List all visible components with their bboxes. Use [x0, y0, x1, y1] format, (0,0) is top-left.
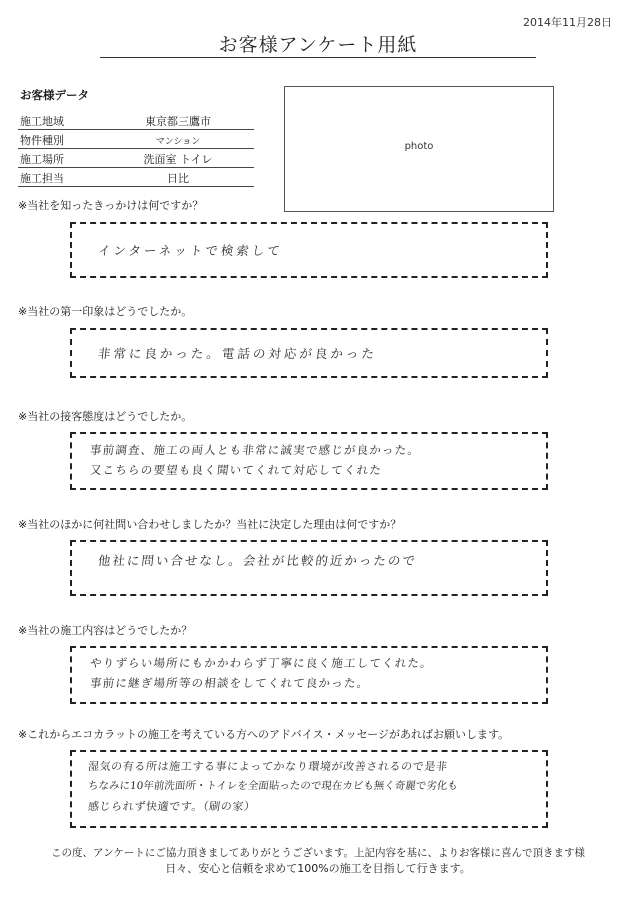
question-1: ※当社を知ったきっかけは何ですか？ [18, 199, 204, 212]
answer-box-1 [70, 222, 548, 278]
info-value: マンション [155, 137, 201, 147]
footer-line-1: この度、アンケートにご協力頂きましてありがとうございます。上記内容を基に、よりお客様に喜んで頂きます様 [50, 847, 586, 859]
answer-1-line-1: インターネットで検索して [97, 243, 284, 258]
footer-line-2: 日々、安心と信頼を求めて100%の施工を目指して行きます。 [165, 862, 471, 875]
footer-message [0, 846, 636, 876]
answer-box-5 [70, 646, 548, 704]
answer-2-line-1: 非常に良かった。電話の対応が良かった [97, 346, 378, 361]
answer-box-4 [70, 540, 548, 596]
answer-box-6 [70, 750, 548, 828]
photo-placeholder [284, 86, 554, 212]
answer-box-2 [70, 328, 548, 378]
photo-label: photo [404, 141, 434, 152]
info-label: 物件種別 [20, 134, 64, 147]
question-3: ※当社の接客態度はどうでしたか。 [18, 410, 193, 423]
info-value: 東京都三鷹市 [145, 115, 211, 128]
info-value: 洗面室 トイレ [143, 153, 213, 166]
info-label: 施工地域 [20, 115, 64, 128]
answer-5-line-1: やりずらい場所にもかかわらず丁寧に良く施工してくれた。 [89, 656, 434, 670]
answer-6-line-2: ちなみに10年前洗面所・トイレを全面貼ったので現在カビも無く奇麗で劣化も [87, 780, 459, 792]
question-2: ※当社の第一印象はどうでしたか。 [18, 305, 193, 318]
answer-6-line-3: 感じられず快適です。（刷の家） [87, 800, 257, 813]
info-label: 施工場所 [20, 153, 64, 166]
title-underline [100, 57, 536, 58]
customer-data-heading: お客様データ [20, 88, 89, 102]
info-row-area [18, 112, 254, 130]
info-label: 施工担当 [20, 172, 64, 185]
question-5: ※当社の施工内容はどうでしたか？ [18, 624, 193, 637]
info-row-location [18, 150, 254, 168]
answer-6-line-1: 湿気の有る所は施工する事によってかなり環境が改善されるので是非 [87, 760, 449, 773]
survey-date: 2014年11月28日 [523, 16, 612, 29]
answer-3-line-1: 事前調査、施工の両人とも非常に誠実で感じが良かった。 [89, 443, 421, 457]
answer-4-line-1: 他社に問い合せなし。会社が比較的近かったので [97, 553, 418, 568]
info-row-property-type [18, 131, 254, 149]
page-title: お客様アンケート用紙 [218, 34, 418, 56]
question-6: ※これからエコカラットの施工を考えている方へのアドバイス・メッセージがあればお願いします。 [18, 728, 510, 741]
answer-3-line-2: 又こちらの要望も良く聞いてくれて対応してくれた [89, 463, 383, 477]
info-value: 日比 [167, 172, 189, 185]
question-4: ※当社のほかに何社問い合わせしましたか？当社に決定した理由は何ですか？ [18, 518, 402, 531]
info-row-staff [18, 169, 254, 187]
answer-box-3 [70, 432, 548, 490]
answer-5-line-2: 事前に継ぎ場所等の相談をしてくれて良かった。 [89, 676, 371, 690]
